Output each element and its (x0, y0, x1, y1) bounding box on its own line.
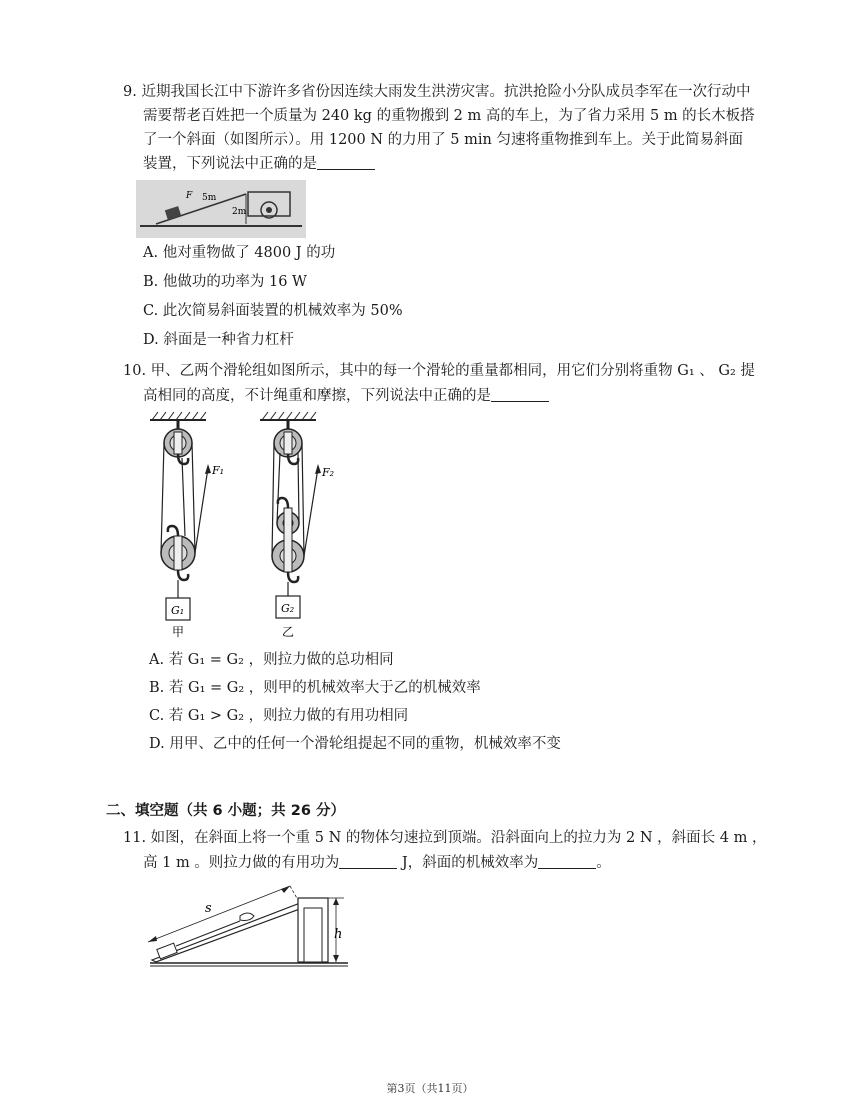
q10-option-a: A. 若 G₁ = G₂ ，则拉力做的总功相同 (149, 652, 394, 668)
q10-g1-label: G₁ (171, 604, 185, 617)
q9-option-a: A. 他对重物做了 4800 J 的功 (143, 245, 336, 261)
q10-stem-end: 高相同的高度，不计绳重和摩擦，下列说法中正确的是 (143, 388, 491, 404)
page-footer: 第3页（共11页） (386, 1082, 474, 1095)
q10-f2-label: F₂ (322, 466, 335, 479)
q9-line-4 (143, 154, 375, 174)
q9-line-2: 需要帮老百姓把一个质量为 240 kg 的重物搬到 2 m 高的车上，为了省力采用 5 m 的长木板搭 (143, 108, 755, 124)
q9-answer-blank (317, 155, 375, 170)
q11-line-1: 11. 如图，在斜面上将一个重 5 N 的物体匀速拉到顶端。沿斜面向上的拉力为 2 N ，斜面长 4 m ， (123, 830, 767, 846)
q10-answer-blank (491, 387, 549, 402)
q9-line-1: 9. 近期我国长江中下游许多省份因连续大雨发生洪涝灾害。抗洪抢险小分队成员李军在一次行动中 (123, 84, 751, 100)
q11-blank-useful-work (339, 854, 397, 869)
q9-length-label: 5m (202, 193, 217, 203)
q9-line-3: 了一个斜面（如图所示）。用 1200 N 的力用了 5 min 匀速将重物推到车上。关于此简易斜面 (143, 132, 743, 148)
q10-option-d: D. 用甲、乙中的任何一个滑轮组提起不同的重物，机械效率不变 (149, 736, 561, 752)
q11-blank-efficiency (538, 854, 596, 869)
q10-line-1: 10. 甲、乙两个滑轮组如图所示，其中的每一个滑轮的重量都相同，用它们分别将重物 G₁ 、 G₂ 提 (123, 363, 755, 379)
q11-text-a: 高 1 m 。则拉力做的有用功为 (143, 855, 340, 871)
q10-pulley-figure (140, 408, 370, 640)
q10-line-2 (143, 386, 549, 406)
q9-height-label: 2m (232, 207, 247, 217)
section-2-heading: 二、填空题（共 6 小题；共 26 分） (106, 803, 345, 819)
q9-option-c: C. 此次简易斜面装置的机械效率为 50% (143, 303, 403, 319)
q10-option-c: C. 若 G₁ > G₂ ，则拉力做的有用功相同 (149, 708, 409, 724)
q9-incline-figure (136, 180, 306, 238)
q11-text-b: J，斜面的机械效率为 (397, 855, 539, 871)
q10-g2-label: G₂ (281, 602, 295, 615)
q10-option-b: B. 若 G₁ = G₂ ，则甲的机械效率大于乙的机械效率 (149, 680, 481, 696)
q10-yi-label: 乙 (282, 625, 295, 639)
q11-line-2 (143, 853, 611, 873)
q9-option-b: B. 他做功的功率为 16 W (143, 274, 307, 290)
q9-stem-end: 装置，下列说法中正确的是 (143, 156, 317, 172)
q11-s-label: s (205, 901, 212, 916)
q11-h-label: h (334, 927, 343, 942)
q11-incline-figure (140, 880, 355, 970)
q9-force-label: F (186, 191, 193, 201)
q10-jia-label: 甲 (172, 625, 185, 639)
q10-f1-label: F₁ (212, 464, 225, 477)
q9-option-d: D. 斜面是一种省力杠杆 (143, 332, 294, 348)
q11-text-c: 。 (596, 855, 611, 871)
